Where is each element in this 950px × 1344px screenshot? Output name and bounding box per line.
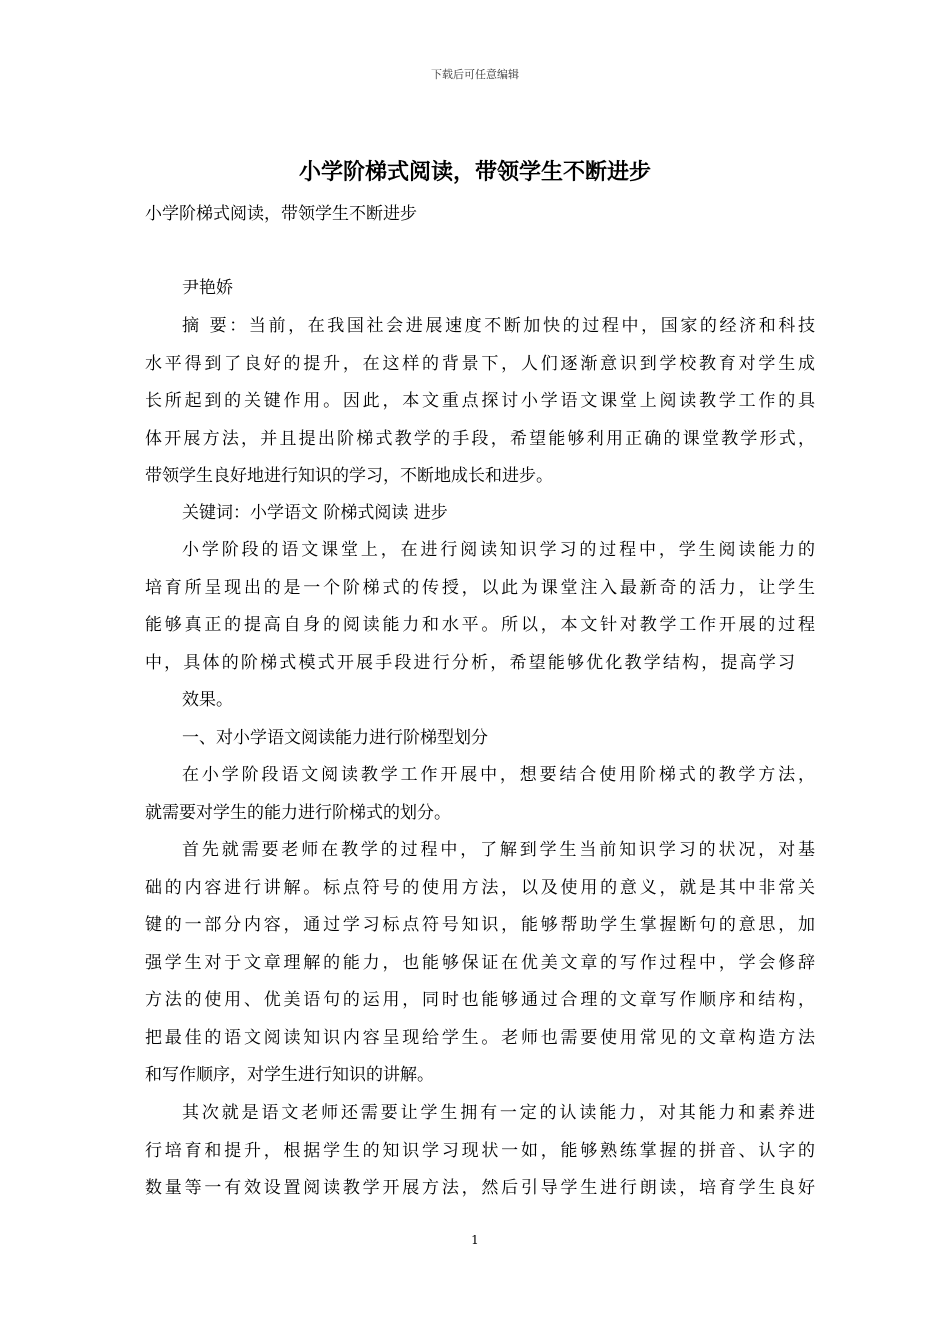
author-block: [145, 270, 815, 308]
text-line: 础的内容进行讲解。标点符号的使用方法，以及使用的意义，就是其中非常关: [145, 877, 815, 898]
text-line: 就需要对学生的能力进行阶梯式的划分。: [145, 802, 451, 823]
text-line: 方法的使用、优美语句的运用，同时也能够通过合理的文章写作顺序和结构，: [145, 990, 815, 1010]
text-line: 能够真正的提高自身的阅读能力和水平。所以，本文针对教学工作开展的过程: [145, 615, 815, 635]
section-heading-block: [145, 720, 815, 758]
section-heading: 一、对小学语文阅读能力进行阶梯型划分: [182, 728, 488, 748]
text-line: 在小学阶段语文阅读教学工作开展中，想要结合使用阶梯式的教学方法，: [182, 765, 815, 785]
text-line: 键的一部分内容，通过学习标点符号知识，能够帮助学生掌握断句的意思，加: [145, 915, 815, 935]
text-line: 强学生对于文章理解的能力，也能够保证在优美文章的写作过程中，学会修辞: [145, 952, 815, 973]
text-line: 小学阶段的语文课堂上，在进行阅读知识学习的过程中，学生阅读能力的: [182, 540, 815, 560]
keywords-line: 关键词：小学语文 阶梯式阅读 进步: [182, 503, 448, 523]
section-paragraph-2: [145, 832, 815, 1095]
text-line: 中，具体的阶梯式模式开展手段进行分析，希望能够优化教学结构，提高学习: [145, 652, 795, 673]
page-header-note: 下载后可任意编辑: [431, 68, 519, 81]
section-paragraph-3: [145, 1095, 815, 1208]
text-line: 效果。: [182, 690, 233, 710]
text-line: 和写作顺序，对学生进行知识的讲解。: [145, 1065, 434, 1085]
text-line: 数量等一有效设置阅读教学开展方法，然后引导学生进行朗读，培育学生良好: [145, 1178, 815, 1198]
text-line: 带领学生良好地进行知识的学习，不断地成长和进步。: [145, 466, 553, 486]
text-line: 体开展方法，并且提出阶梯式教学的手段，希望能够利用正确的课堂教学形式，: [145, 428, 815, 449]
text-line: 长所起到的关键作用。因此，本文重点探讨小学语文课堂上阅读教学工作的具: [145, 391, 815, 411]
abstract-paragraph: [145, 308, 815, 496]
document-title: 小学阶梯式阅读，带领学生不断进步: [298, 160, 651, 185]
text-line: 把最佳的语文阅读知识内容呈现给学生。老师也需要使用常见的文章构造方法: [145, 1027, 815, 1048]
keywords-paragraph: [145, 495, 815, 533]
intro-paragraph: [145, 532, 815, 720]
section-paragraph-1: [145, 757, 815, 832]
text-line: 行培育和提升，根据学生的知识学习现状一如，能够熟练掌握的拼音、认字的: [145, 1140, 815, 1161]
text-line: 水平得到了良好的提升，在这样的背景下，人们逐渐意识到学校教育对学生成: [145, 353, 815, 374]
text-line: 培育所呈现出的是一个阶梯式的传授，以此为课堂注入最新奇的活力，让学生: [145, 577, 815, 598]
text-line: 摘 要：当前，在我国社会进展速度不断加快的过程中，国家的经济和科技: [182, 316, 815, 336]
text-line: 首先就需要老师在教学的过程中，了解到学生当前知识学习的状况，对基: [182, 840, 815, 860]
document-subtitle: 小学阶梯式阅读，带领学生不断进步: [145, 204, 417, 224]
text-line: 其次就是语文老师还需要让学生拥有一定的认读能力，对其能力和素养进: [182, 1103, 815, 1123]
page-number: 1: [471, 1233, 479, 1247]
author-name: 尹艳娇: [182, 278, 233, 298]
